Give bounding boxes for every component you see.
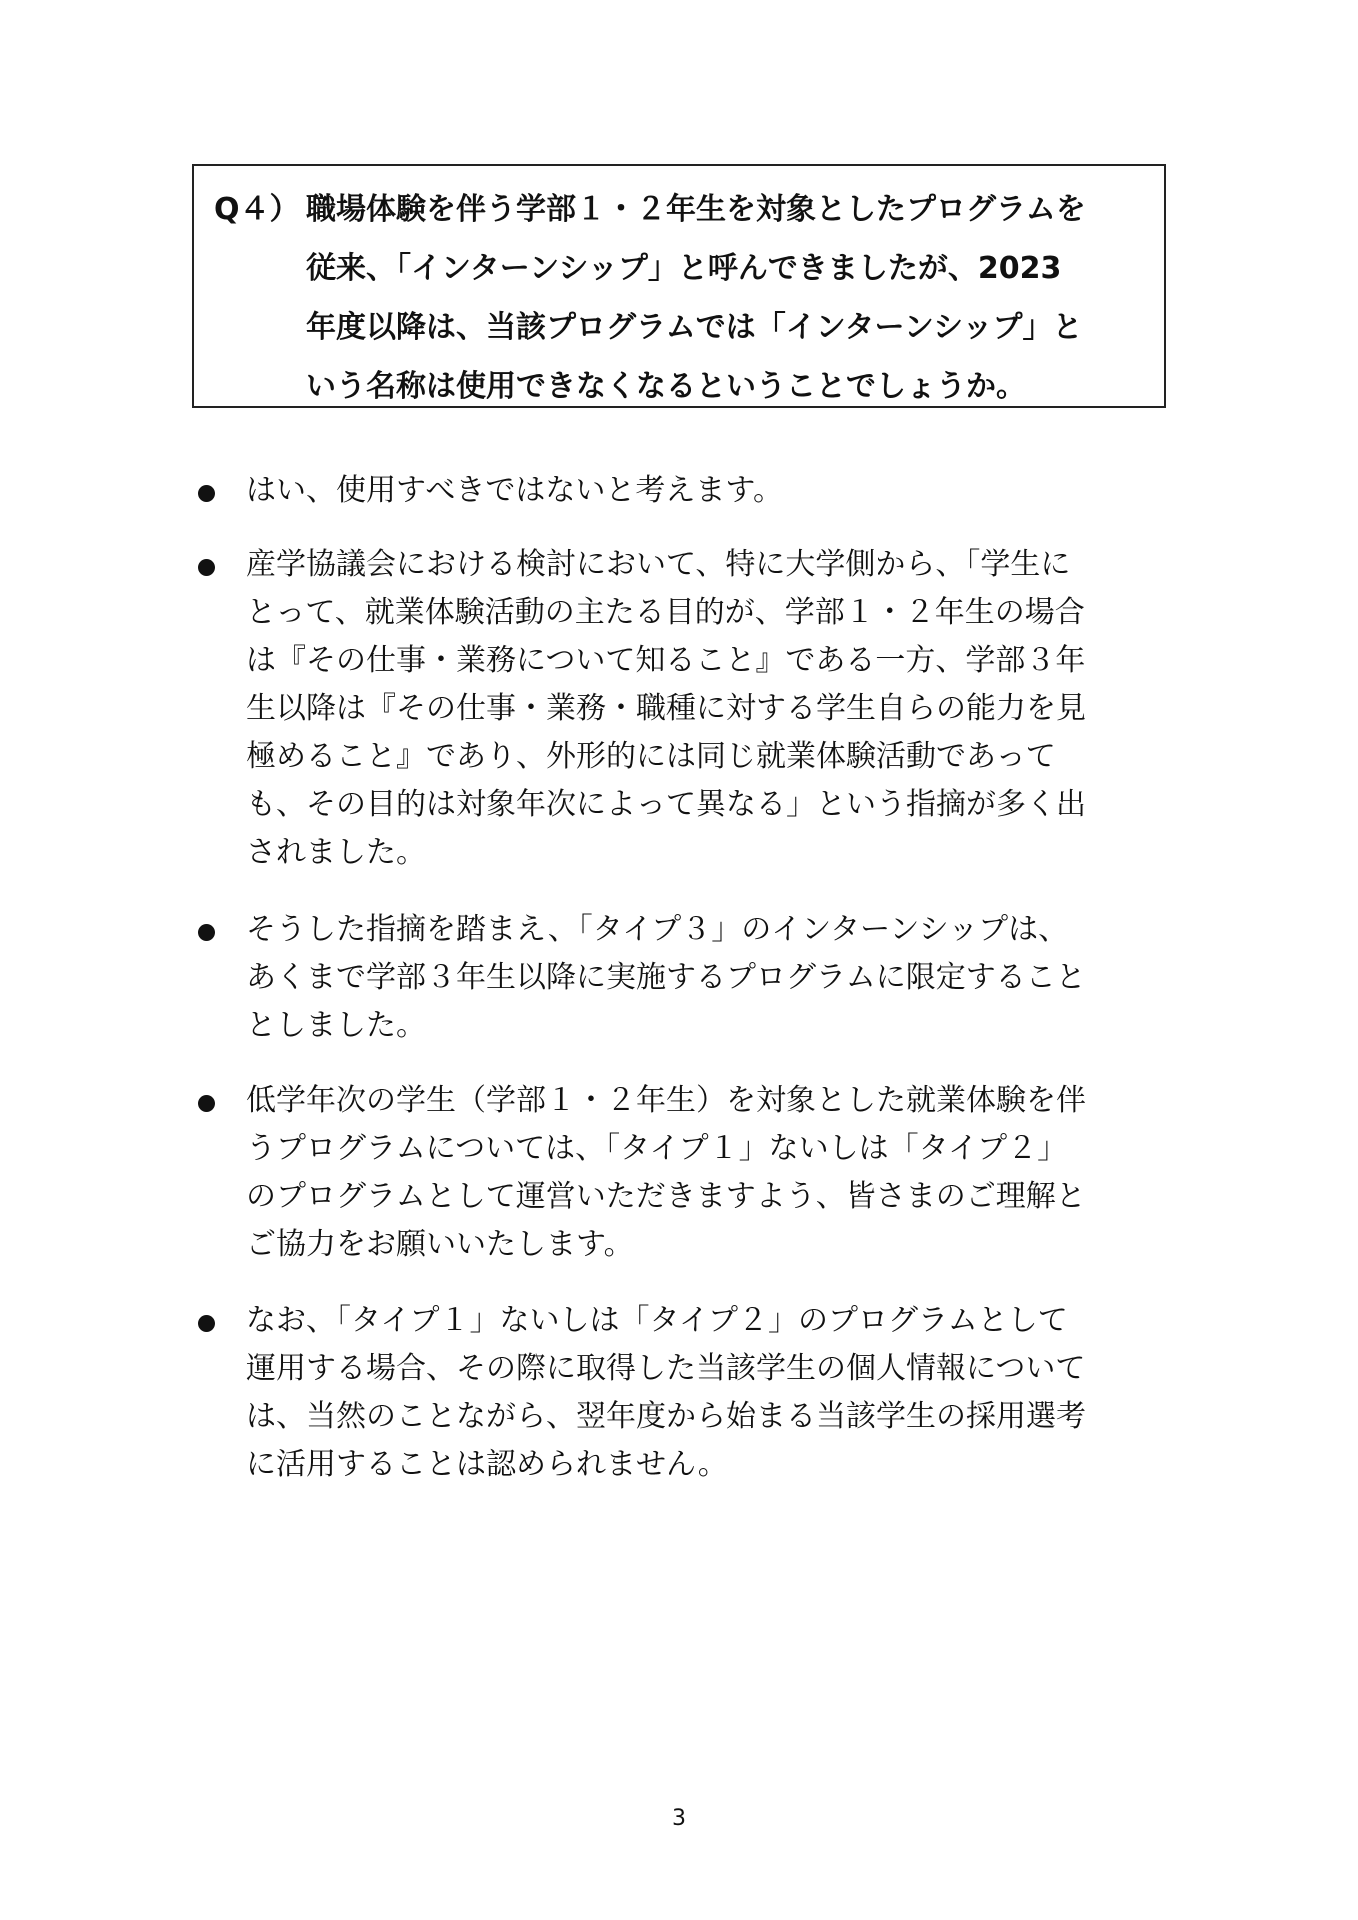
answer-text: [246, 906, 1171, 1050]
question-line: 年度以降は、当該プログラムでは「インターンシップ」と: [306, 310, 1083, 345]
answer-line: とって、就業体験活動の主たる目的が、学部１・２年生の場合: [246, 595, 1085, 630]
answer-line: ご協力をお願いいたします。: [246, 1227, 634, 1262]
answer-text: [246, 541, 1171, 877]
answer-line: 運用する場合、その際に取得した当該学生の個人情報について: [246, 1351, 1086, 1386]
answer-line: うプログラムについては、「タイプ１」ないしは「タイプ２」: [246, 1131, 1068, 1166]
answer-line: は『その仕事・業務について知ること』である一方、学部３年: [246, 643, 1086, 678]
question-text: [306, 180, 1086, 416]
answer-line: も、その目的は対象年次によって異なる」という指摘が多く出: [246, 787, 1086, 822]
answer-line: あくまで学部３年生以降に実施するプログラムに限定すること: [246, 960, 1086, 995]
answer-line: なお、「タイプ１」ないしは「タイプ２」のプログラムとして: [246, 1303, 1068, 1338]
question-label: Q４）: [214, 192, 300, 227]
answer-line: そうした指摘を踏まえ、「タイプ３」のインターンシップは、: [246, 912, 1069, 947]
bullet-icon: [198, 485, 215, 502]
answer-text: [246, 1077, 1171, 1269]
page-number: 3: [672, 1806, 686, 1831]
answer-line: 低学年次の学生（学部１・２年生）を対象とした就業体験を伴: [246, 1083, 1086, 1118]
bullet-icon: [198, 1315, 215, 1332]
answer-line: のプログラムとして運営いただきますよう、皆さまのご理解と: [246, 1179, 1086, 1214]
answer-line: されました。: [246, 835, 426, 870]
bullet-icon: [198, 559, 215, 576]
question-line: いう名称は使用できなくなるということでしょうか。: [306, 369, 1026, 404]
bullet-icon: [198, 1095, 215, 1112]
answer-line: 生以降は『その仕事・業務・職種に対する学生自らの能力を見: [246, 691, 1086, 726]
answer-line: 産学協議会における検討において、特に大学側から、「学生に: [246, 547, 1071, 582]
answer-line: は、当然のことながら、翌年度から始まる当該学生の採用選考: [246, 1399, 1086, 1434]
question-line: 従来、「インターンシップ」と呼んできましたが、2023: [306, 251, 1062, 286]
answer-line: に活用することは認められません。: [246, 1447, 728, 1482]
bullet-icon: [198, 924, 215, 941]
answer-line: はい、使用すべきではないと考えます。: [246, 473, 783, 508]
answer-text: [246, 1297, 1171, 1489]
answer-text: [246, 467, 1171, 515]
answer-line: 極めること』であり、外形的には同じ就業体験活動であって: [246, 739, 1056, 774]
question-box: [192, 164, 1166, 408]
question-line: 職場体験を伴う学部１・２年生を対象としたプログラムを: [306, 192, 1086, 227]
answer-line: としました。: [246, 1008, 426, 1043]
